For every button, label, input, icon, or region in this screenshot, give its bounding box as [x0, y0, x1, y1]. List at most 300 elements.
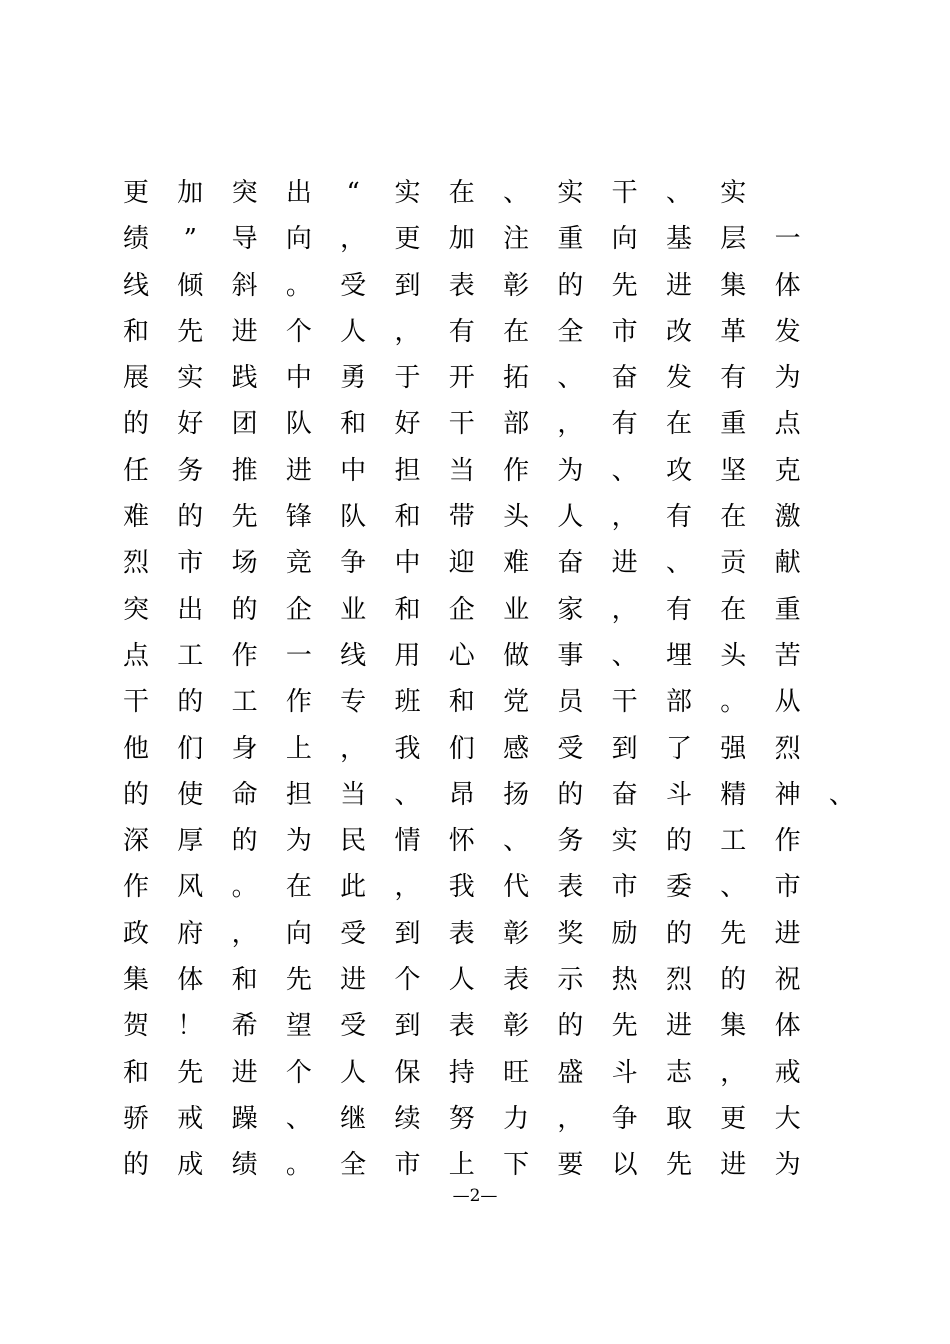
text-line: [122, 309, 852, 355]
text-char: 加: [448, 224, 475, 255]
text-char: 先: [665, 1150, 692, 1181]
text-char: 彰: [503, 918, 530, 949]
text-char: 命: [231, 779, 258, 810]
text-char: ，: [557, 1103, 584, 1134]
text-char: 我: [394, 733, 421, 764]
text-char: 向: [285, 918, 312, 949]
text-char: 重: [557, 224, 584, 255]
text-char: 旺: [503, 1057, 530, 1088]
text-char: 克: [774, 455, 801, 486]
text-char: 头: [720, 640, 747, 671]
text-char: 此: [340, 872, 367, 903]
text-char: 全: [557, 316, 584, 347]
text-char: ，: [557, 409, 584, 440]
text-char: 作: [774, 826, 801, 857]
text-char: 表: [503, 965, 530, 996]
text-char: 人: [448, 965, 475, 996]
text-char: 望: [285, 1011, 312, 1042]
text-char: 和: [394, 594, 421, 625]
text-char: 志: [665, 1057, 692, 1088]
text-char: 奋: [611, 779, 638, 810]
text-char: 导: [231, 224, 258, 255]
text-char: 体: [774, 270, 801, 301]
text-char: 和: [394, 502, 421, 533]
text-char: 希: [231, 1011, 258, 1042]
text-char: 们: [448, 733, 475, 764]
text-char: 展: [122, 363, 149, 394]
text-char: 神: [774, 779, 801, 810]
text-char: 情: [394, 826, 421, 857]
text-char: 激: [774, 502, 801, 533]
text-char: 、: [503, 178, 530, 208]
text-char: 中: [340, 455, 367, 486]
text-char: 的: [122, 779, 149, 810]
text-char: 头: [503, 502, 530, 533]
text-char: 业: [340, 594, 367, 625]
text-char: 向: [285, 224, 312, 255]
text-line: [122, 679, 852, 725]
text-char: 献: [774, 548, 801, 579]
text-char: ，: [720, 1057, 747, 1088]
text-char: 市: [774, 872, 801, 903]
text-char: 的: [231, 826, 258, 857]
text-char: 市: [611, 316, 638, 347]
text-char: 进: [340, 965, 367, 996]
text-char: 斗: [611, 1057, 638, 1088]
text-line: [122, 1003, 852, 1049]
text-char: 先: [611, 270, 638, 301]
text-char: 有: [665, 594, 692, 625]
text-char: 受: [340, 270, 367, 301]
text-char: 先: [285, 965, 312, 996]
text-char: 戒: [177, 1103, 204, 1134]
text-char: 务: [557, 826, 584, 857]
text-char: 热: [611, 965, 638, 996]
text-char: 有: [611, 409, 638, 440]
text-char: 、: [611, 455, 638, 486]
text-char: 的: [557, 779, 584, 810]
text-char: 在: [665, 409, 692, 440]
text-char: 的: [177, 687, 204, 718]
text-char: 发: [665, 363, 692, 394]
text-char: 盛: [557, 1057, 584, 1088]
text-char: 的: [665, 826, 692, 857]
text-char: 中: [394, 548, 421, 579]
text-char: 贺: [122, 1011, 149, 1042]
text-char: 委: [665, 872, 692, 903]
text-line: [122, 772, 855, 818]
text-char: 集: [122, 965, 149, 996]
text-char: 政: [122, 918, 149, 949]
text-char: 绩: [122, 224, 149, 255]
text-char: 续: [394, 1103, 421, 1134]
text-char: 业: [503, 594, 530, 625]
text-char: 奖: [557, 918, 584, 949]
text-char: 全: [340, 1150, 367, 1181]
text-char: 进: [231, 316, 258, 347]
text-char: 个: [285, 1057, 312, 1088]
text-char: 突: [231, 178, 258, 208]
text-char: 体: [177, 965, 204, 996]
text-char: 下: [503, 1150, 530, 1181]
text-char: 为: [285, 826, 312, 857]
text-line: [122, 633, 852, 679]
text-char: 中: [285, 363, 312, 394]
text-char: 强: [720, 733, 747, 764]
text-char: 突: [122, 594, 149, 625]
text-char: 更: [394, 224, 421, 255]
text-char: 表: [448, 270, 475, 301]
text-char: 烈: [122, 548, 149, 579]
text-char: 表: [448, 918, 475, 949]
text-line: [122, 818, 852, 864]
text-char: 的: [122, 1150, 149, 1181]
text-char: 重: [720, 409, 747, 440]
text-char: 竞: [285, 548, 312, 579]
text-char: 点: [774, 409, 801, 440]
text-char: 先: [231, 502, 258, 533]
text-char: 。: [285, 1150, 312, 1181]
text-char: 有: [448, 316, 475, 347]
text-char: 层: [720, 224, 747, 255]
text-char: 带: [448, 502, 475, 533]
text-char: 场: [231, 548, 258, 579]
text-char: 、: [828, 779, 855, 810]
text-char: 表: [557, 872, 584, 903]
text-char: 在: [448, 178, 475, 208]
text-char: 、: [285, 1103, 312, 1134]
text-char: 人: [557, 502, 584, 533]
text-char: 推: [231, 455, 258, 486]
text-char: 锋: [285, 502, 312, 533]
text-char: 实: [394, 178, 421, 208]
text-char: 的: [231, 594, 258, 625]
text-char: 的: [177, 502, 204, 533]
text-char: 上: [285, 733, 312, 764]
text-char: ，: [340, 224, 367, 255]
text-char: 务: [177, 455, 204, 486]
text-char: 持: [448, 1057, 475, 1088]
text-char: 在: [285, 872, 312, 903]
text-char: 烈: [774, 733, 801, 764]
text-char: 、: [394, 779, 421, 810]
text-char: 倾: [177, 270, 204, 301]
text-char: 实: [557, 178, 584, 208]
text-char: 躁: [231, 1103, 258, 1134]
text-char: 出: [285, 178, 312, 208]
text-line: [122, 263, 852, 309]
text-char: 到: [394, 1011, 421, 1042]
text-char: 先: [720, 918, 747, 949]
text-char: 有: [720, 363, 747, 394]
text-char: 拓: [503, 363, 530, 394]
text-char: 、: [665, 178, 692, 208]
text-char: 以: [611, 1150, 638, 1181]
text-char: 力: [503, 1103, 530, 1134]
text-char: 家: [557, 594, 584, 625]
text-char: 事: [557, 640, 584, 671]
text-char: 集: [720, 270, 747, 301]
text-line: [122, 355, 852, 401]
text-char: 人: [340, 1057, 367, 1088]
text-char: 要: [557, 1150, 584, 1181]
text-char: 人: [340, 316, 367, 347]
text-char: 体: [774, 1011, 801, 1042]
text-line: [122, 494, 852, 540]
text-char: ，: [340, 733, 367, 764]
text-char: 用: [394, 640, 421, 671]
text-line: [122, 911, 852, 957]
text-char: 做: [503, 640, 530, 671]
text-char: 干: [122, 687, 149, 718]
text-char: 烈: [665, 965, 692, 996]
text-char: 有: [665, 502, 692, 533]
text-char: 基: [665, 224, 692, 255]
text-char: 代: [503, 872, 530, 903]
text-line: [122, 1096, 852, 1142]
text-char: 工: [177, 640, 204, 671]
text-char: 大: [774, 1103, 801, 1134]
text-char: 改: [665, 316, 692, 347]
text-char: 从: [774, 687, 801, 718]
text-char: 上: [448, 1150, 475, 1181]
text-char: 个: [394, 965, 421, 996]
text-char: 向: [611, 224, 638, 255]
text-char: 身: [231, 733, 258, 764]
text-char: 们: [177, 733, 204, 764]
text-char: 感: [503, 733, 530, 764]
text-char: 企: [285, 594, 312, 625]
text-char: 示: [557, 965, 584, 996]
text-char: 作: [122, 872, 149, 903]
text-line: [122, 448, 852, 494]
text-char: 励: [611, 918, 638, 949]
text-char: 作: [503, 455, 530, 486]
text-char: 和: [122, 1057, 149, 1088]
text-char: 实: [720, 178, 747, 208]
text-line: [122, 957, 852, 1003]
text-char: 任: [122, 455, 149, 486]
text-char: 队: [340, 502, 367, 533]
text-char: ，: [394, 872, 421, 903]
text-line: [122, 216, 852, 262]
text-char: 担: [394, 455, 421, 486]
text-char: 他: [122, 733, 149, 764]
text-char: ，: [394, 316, 421, 347]
text-line: [122, 1050, 852, 1096]
text-char: 到: [611, 733, 638, 764]
text-char: 在: [720, 502, 747, 533]
text-char: 进: [774, 918, 801, 949]
text-char: 干: [611, 687, 638, 718]
text-line: [122, 864, 852, 910]
text-char: 个: [285, 316, 312, 347]
text-char: 受: [340, 1011, 367, 1042]
text-char: 攻: [665, 455, 692, 486]
text-char: 作: [231, 640, 258, 671]
text-char: 集: [720, 1011, 747, 1042]
text-char: 、: [720, 872, 747, 903]
text-char: 为: [774, 363, 801, 394]
text-char: 府: [177, 918, 204, 949]
text-char: 实: [177, 363, 204, 394]
text-char: 先: [611, 1011, 638, 1042]
text-char: 贡: [720, 548, 747, 579]
text-char: 祝: [774, 965, 801, 996]
text-char: 在: [720, 594, 747, 625]
text-char: 苦: [774, 640, 801, 671]
text-char: 点: [122, 640, 149, 671]
text-char: 作: [285, 687, 312, 718]
text-char: 取: [665, 1103, 692, 1134]
text-char: 彰: [503, 1011, 530, 1042]
text-char: ！: [177, 1011, 204, 1042]
text-char: 更: [720, 1103, 747, 1134]
text-char: 团: [231, 409, 258, 440]
text-char: 更: [122, 178, 149, 208]
text-char: 的: [557, 1011, 584, 1042]
text-char: 先: [177, 316, 204, 347]
text-line: [122, 401, 852, 447]
text-char: 开: [448, 363, 475, 394]
text-char: 成: [177, 1150, 204, 1181]
text-char: 。: [231, 872, 258, 903]
text-line: [122, 540, 852, 586]
body-text: [122, 170, 855, 1189]
text-char: 队: [285, 409, 312, 440]
text-char: 重: [774, 594, 801, 625]
text-char: 市: [394, 1150, 421, 1181]
text-char: 争: [611, 1103, 638, 1134]
text-char: 迎: [448, 548, 475, 579]
text-char: 企: [448, 594, 475, 625]
text-char: 扬: [503, 779, 530, 810]
text-char: 一: [774, 224, 801, 255]
text-char: ，: [611, 594, 638, 625]
text-char: 注: [503, 224, 530, 255]
text-char: 专: [340, 687, 367, 718]
text-char: 和: [448, 687, 475, 718]
text-char: 坚: [720, 455, 747, 486]
text-char: 员: [557, 687, 584, 718]
text-char: 到: [394, 918, 421, 949]
text-char: 、: [557, 363, 584, 394]
text-char: 奋: [557, 548, 584, 579]
text-char: 心: [448, 640, 475, 671]
text-char: 受: [557, 733, 584, 764]
text-char: 争: [340, 548, 367, 579]
text-char: 。: [720, 687, 747, 718]
text-char: 精: [720, 779, 747, 810]
text-char: 当: [448, 455, 475, 486]
text-char: 保: [394, 1057, 421, 1088]
text-char: 出: [177, 594, 204, 625]
text-char: 努: [448, 1103, 475, 1134]
text-char: 绩: [231, 1150, 258, 1181]
text-char: 进: [285, 455, 312, 486]
text-char: ，: [611, 502, 638, 533]
text-char: 到: [394, 270, 421, 301]
text-char: 昂: [448, 779, 475, 810]
text-line: [122, 170, 852, 216]
text-char: 的: [557, 270, 584, 301]
text-char: 、: [611, 640, 638, 671]
text-char: 表: [448, 1011, 475, 1042]
text-char: 斗: [665, 779, 692, 810]
text-char: 部: [503, 409, 530, 440]
text-char: 进: [231, 1057, 258, 1088]
text-char: 难: [503, 548, 530, 579]
text-char: 进: [665, 1011, 692, 1042]
text-char: 干: [611, 178, 638, 208]
text-char: 加: [177, 178, 204, 208]
text-char: 进: [720, 1150, 747, 1181]
text-char: 难: [122, 502, 149, 533]
text-char: 和: [122, 316, 149, 347]
text-char: 埋: [665, 640, 692, 671]
text-char: 革: [720, 316, 747, 347]
text-char: ”: [183, 224, 197, 255]
text-char: 怀: [448, 826, 475, 857]
text-char: 于: [394, 363, 421, 394]
text-char: 、: [665, 548, 692, 579]
text-char: 、: [503, 826, 530, 857]
text-char: 的: [665, 918, 692, 949]
text-char: 民: [340, 826, 367, 857]
text-char: 彰: [503, 270, 530, 301]
text-char: 好: [177, 409, 204, 440]
text-char: 为: [774, 1150, 801, 1181]
text-char: 先: [177, 1057, 204, 1088]
text-char: 担: [285, 779, 312, 810]
text-char: 工: [720, 826, 747, 857]
text-line: [122, 1142, 852, 1188]
text-char: ，: [231, 918, 258, 949]
text-char: 斜: [231, 270, 258, 301]
text-char: 和: [340, 409, 367, 440]
text-char: 。: [285, 270, 312, 301]
text-char: 风: [177, 872, 204, 903]
text-char: 线: [122, 270, 149, 301]
text-char: 为: [557, 455, 584, 486]
text-char: 实: [611, 826, 638, 857]
text-char: 践: [231, 363, 258, 394]
text-char: 在: [503, 316, 530, 347]
text-char: 继: [340, 1103, 367, 1134]
text-char: 线: [340, 640, 367, 671]
text-char: 使: [177, 779, 204, 810]
text-char: 发: [774, 316, 801, 347]
text-char: 的: [122, 409, 149, 440]
text-char: 进: [665, 270, 692, 301]
text-char: 进: [611, 548, 638, 579]
text-line: [122, 587, 852, 633]
text-char: 好: [394, 409, 421, 440]
text-char: 一: [285, 640, 312, 671]
text-char: 班: [394, 687, 421, 718]
text-char: 的: [720, 965, 747, 996]
text-char: 和: [231, 965, 258, 996]
text-char: 深: [122, 826, 149, 857]
page-number: —2—: [452, 1186, 498, 1206]
text-char: “: [346, 178, 360, 208]
text-char: 干: [448, 409, 475, 440]
text-char: 了: [665, 733, 692, 764]
text-line: [122, 726, 852, 772]
text-char: 受: [340, 918, 367, 949]
text-char: 党: [503, 687, 530, 718]
text-char: 当: [340, 779, 367, 810]
